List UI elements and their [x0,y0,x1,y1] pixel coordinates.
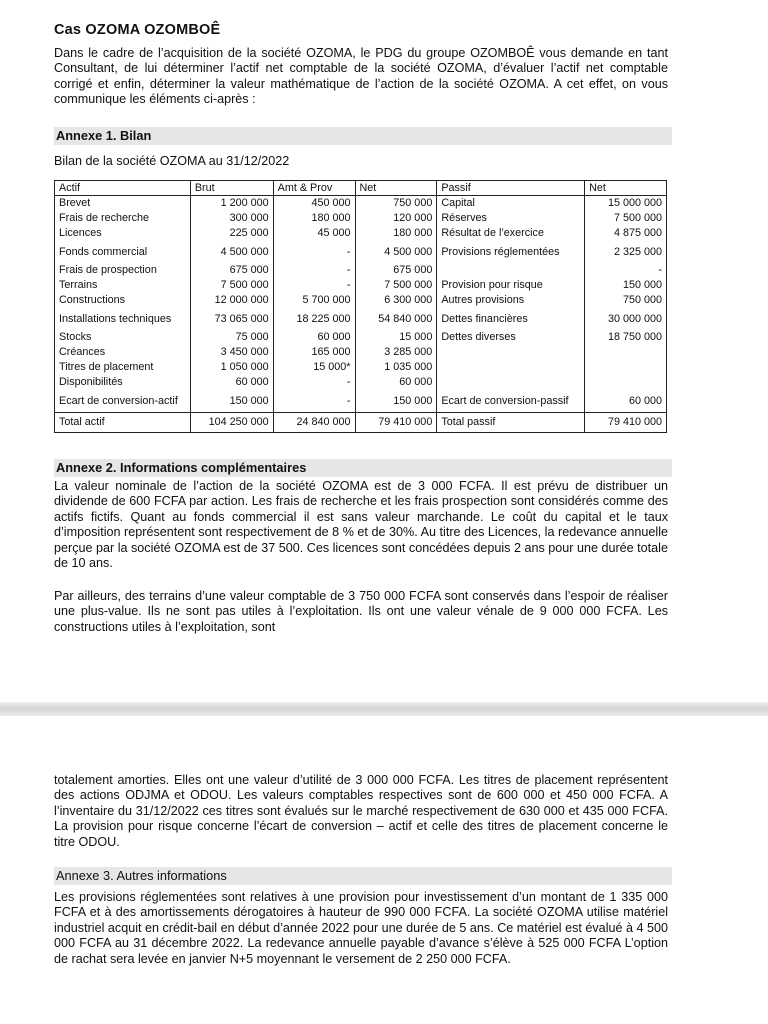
total-cell: 24 840 000 [273,413,355,433]
total-cell: 79 410 000 [585,413,667,433]
table-cell: Ecart de conversion-actif [55,390,191,413]
table-cell: Provisions réglementées [437,241,585,263]
table-cell: 180 000 [273,211,355,226]
table-cell: 2 325 000 [585,241,667,263]
table-cell: 15 000 000 [585,196,667,212]
table-cell: Brevet [55,196,191,212]
table-cell: Licences [55,226,191,241]
table-row [55,241,667,263]
table-cell: - [585,263,667,278]
table-cell: 3 450 000 [190,345,273,360]
table-cell: 3 285 000 [355,345,437,360]
annexe-2-paragraph-2: Par ailleurs, des terrains d’une valeur comptable de 3 750 000 FCFA sont conservés dans l’espoir de réaliser une plus-value. Ils ne sont pas utiles à l’exploitation. Ils ont une valeur vénale de 9 000 000 FCFA. Les constructions utiles à l’exploitation, sont [54,589,668,634]
table-row [55,226,667,241]
bilan-total-row [55,413,667,433]
table-cell [437,360,585,375]
bilan-subtitle: Bilan de la société OZOMA au 31/12/2022 [54,154,290,168]
bilan-table [54,180,667,433]
table-row [55,263,667,278]
table-cell: 18 225 000 [273,308,355,330]
table-cell: Frais de recherche [55,211,191,226]
table-cell: - [273,263,355,278]
table-row [55,293,667,308]
table-cell: 150 000 [355,390,437,413]
table-cell: Dettes diverses [437,330,585,345]
table-cell: - [273,241,355,263]
table-cell: Provision pour risque [437,278,585,293]
table-cell: 225 000 [190,226,273,241]
table-cell: 7 500 000 [190,278,273,293]
table-cell: 45 000 [273,226,355,241]
table-cell: 750 000 [585,293,667,308]
annexe-2-heading: Annexe 2. Informations complémentaires [54,459,672,477]
table-cell: 7 500 000 [585,211,667,226]
table-cell: 6 300 000 [355,293,437,308]
annexe-2-paragraph-3: totalement amorties. Elles ont une valeur d’utilité de 3 000 000 FCFA. Les titres de placement représentent des actions ODJMA et ODOU. Les valeurs comptables respectives sont de 600 000 et 450 000 FCFA. A l’inventaire du 31/12/2022 ces titres sont évalués sur le marché respectivement de 630 000 et 435 000 FCFA. La provision pour risque concerne l’écart de conversion – actif et celle des titres de placement concerne le titre ODOU. [54,773,668,849]
table-row [55,211,667,226]
total-cell: 79 410 000 [355,413,437,433]
table-cell: 4 875 000 [585,226,667,241]
table-row [55,278,667,293]
table-cell: 5 700 000 [273,293,355,308]
table-cell: 750 000 [355,196,437,212]
table-cell: Disponibilités [55,375,191,390]
table-cell [585,360,667,375]
annexe-1-heading: Annexe 1. Bilan [54,127,672,145]
table-cell [437,375,585,390]
document-page-2 [0,716,768,1024]
table-cell: 450 000 [273,196,355,212]
header-cell: Net [585,181,667,196]
table-cell: 30 000 000 [585,308,667,330]
table-cell: Constructions [55,293,191,308]
table-cell: 1 050 000 [190,360,273,375]
table-cell: 165 000 [273,345,355,360]
annexe-2-paragraph-1: La valeur nominale de l’action de la société OZOMA est de 3 000 FCFA. Il est prévu de distribuer un dividende de 600 FCFA par action. Les frais de recherche et les frais prospection sont considérés comme des actifs fictifs. Quant au fonds commercial il est sans valeur marchande. Le coût du capital et le taux d’imposition représentent sont respectivement de 8 % et de 30%. Au titre des Licences, la redevance annuelle perçue par la société OZOMA est de 37 500. Ces licences sont concédées depuis 2 ans pour une durée totale de 10 ans. [54,479,668,571]
header-cell: Net [355,181,437,196]
table-cell: 180 000 [355,226,437,241]
table-cell: Capital [437,196,585,212]
table-cell: Installations techniques [55,308,191,330]
header-cell: Passif [437,181,585,196]
table-cell: 1 200 000 [190,196,273,212]
table-cell: Ecart de conversion-passif [437,390,585,413]
table-cell: 18 750 000 [585,330,667,345]
total-cell: Total passif [437,413,585,433]
table-row [55,375,667,390]
annexe-3-paragraph: Les provisions réglementées sont relatives à une provision pour investissement d’un montant de 1 335 000 FCFA et à des amortissements dérogatoires à hauteur de 990 000 FCFA. La société OZOMA utilise matériel industriel acquit en crédit-bail en début d’année 2022 pour une durée de 5 ans. Ce matériel est évalué à 4 500 000 FCFA au 31 décembre 2022. La redevance annuelle payable d’avance s’élève à 525 000 FCFA L’option de rachat sera levée en janvier N+5 moyennant le versement de 2 250 000 FCFA. [54,890,669,966]
table-cell: 150 000 [585,278,667,293]
total-cell: 104 250 000 [190,413,273,433]
table-cell: - [273,375,355,390]
table-cell: 4 500 000 [355,241,437,263]
table-cell [585,375,667,390]
table-cell: 1 035 000 [355,360,437,375]
table-cell: Titres de placement [55,360,191,375]
table-cell: 4 500 000 [190,241,273,263]
table-cell [437,345,585,360]
header-cell: Brut [190,181,273,196]
table-cell: Fonds commercial [55,241,191,263]
table-row [55,330,667,345]
table-cell: Stocks [55,330,191,345]
table-cell: 150 000 [190,390,273,413]
document-title: Cas OZOMA OZOMBOÊ [54,22,221,38]
table-cell: 73 065 000 [190,308,273,330]
table-cell: - [273,278,355,293]
table-cell: 300 000 [190,211,273,226]
table-cell [585,345,667,360]
table-cell: 7 500 000 [355,278,437,293]
table-cell: 60 000 [273,330,355,345]
bilan-header-row [55,181,667,196]
table-cell: 675 000 [190,263,273,278]
table-cell: 120 000 [355,211,437,226]
table-row [55,308,667,330]
annexe-3-heading: Annexe 3. Autres informations [54,867,672,885]
table-cell: 12 000 000 [190,293,273,308]
table-cell: 60 000 [190,375,273,390]
table-cell: Autres provisions [437,293,585,308]
table-cell: 60 000 [355,375,437,390]
table-cell: Dettes financières [437,308,585,330]
table-cell: 675 000 [355,263,437,278]
table-cell: 15 000* [273,360,355,375]
intro-paragraph: Dans le cadre de l’acquisition de la société OZOMA, le PDG du groupe OZOMBOÊ vous demande en tant Consultant, de lui déterminer l’actif net comptable de la société OZOMA, d’évaluer l’actif net comptable corrigé et enfin, déterminer la valeur mathématique de l’action de la société OZOMA. A cet effet, on vous communique les éléments ci-après : [54,46,668,107]
table-cell [437,263,585,278]
table-row [55,390,667,413]
table-cell: 60 000 [585,390,667,413]
page-break [0,702,768,716]
table-row [55,360,667,375]
table-cell: Créances [55,345,191,360]
table-cell: Terrains [55,278,191,293]
table-cell: 54 840 000 [355,308,437,330]
table-cell: 15 000 [355,330,437,345]
table-row [55,196,667,212]
table-cell: Réserves [437,211,585,226]
total-cell: Total actif [55,413,191,433]
header-cell: Actif [55,181,191,196]
header-cell: Amt & Prov [273,181,355,196]
table-cell: Frais de prospection [55,263,191,278]
table-cell: 75 000 [190,330,273,345]
table-row [55,345,667,360]
table-cell: Résultat de l’exercice [437,226,585,241]
table-cell: - [273,390,355,413]
